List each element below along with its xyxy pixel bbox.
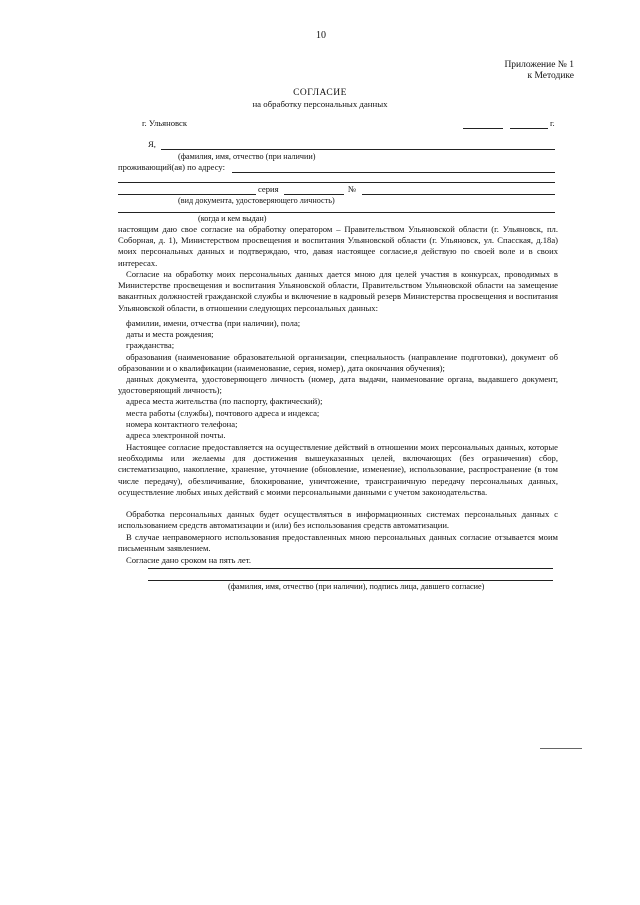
list-item: номера контактного телефона; <box>126 418 238 429</box>
list-item: данных документа, удостоверяющего личность (номер, дата выдачи, наименование органа, выдавшего документ, удостоверяющий личность); <box>118 374 558 396</box>
address-line-2 <box>118 182 555 183</box>
doc-caption: (вид документа, удостоверяющего личность) <box>178 196 335 205</box>
page-number: 10 <box>316 30 326 41</box>
appendix-line-1: Приложение № 1 <box>504 60 574 70</box>
paragraph-term: Согласие дано сроком на пять лет. <box>126 555 251 565</box>
paragraph-purpose: Согласие на обработку моих персональных данных дается мною для целей участия в конкурсах, проводимых в Министерстве просвещения и воспитания Ульяновской области, Правительством Ульяновской области на замещение вакантных должностей гражданской службы и включение в кадровый резерв Министерства просвещения и воспитания Ульяновской области, в отношении следующих персональных данных: <box>118 269 558 313</box>
paragraph-withdrawal: В случае неправомерного использования предоставленных мною персональных данных согласие отзывается моим письменным заявлением. <box>118 532 558 554</box>
list-item: адреса места жительства (по паспорту, фактический); <box>126 396 323 407</box>
number-line <box>362 194 555 195</box>
issued-line <box>118 212 555 213</box>
document-subtitle: на обработку персональных данных <box>252 99 388 109</box>
list-item: места работы (службы), почтового адреса и индекса; <box>126 407 320 418</box>
list-item: гражданства; <box>126 340 175 351</box>
city: г. Ульяновск <box>142 118 188 128</box>
number-label: № <box>348 184 357 194</box>
seria-label: серия <box>258 184 279 194</box>
address-line-1 <box>232 172 555 173</box>
signature-caption: (фамилия, имя, отчество (при наличии), подпись лица, давшего согласие) <box>228 582 485 591</box>
list-item: адреса электронной почты. <box>126 430 226 441</box>
address-label: проживающий(ая) по адресу: <box>118 162 225 172</box>
footer-dash <box>540 748 582 749</box>
paragraph-actions: Настоящее согласие предоставляется на осуществление действий в отношении моих персональных данных, которые необходимы или желаемы для достижения вышеуказанных целей, включающих (без ограничения) сбор, систематизацию, накопление, хранение, уточнение (обновление, изменение), использование, распространение (в том числе передачу), обезличивание, блокирование, уничтожение, трансграничную передачу персональных данных, осуществление любых иных действий с моими персональными данными с учетом законодательства. <box>118 442 558 497</box>
list-item: образования (наименование образовательной организации, специальность (направление подготовки), документ об образовании и о квалификации (наименование, серия, номер), дата окончания обучения); <box>118 351 558 373</box>
issued-caption: (когда и кем выдан) <box>198 214 267 223</box>
list-item: даты и места рождения; <box>126 329 214 340</box>
list-item: фамилии, имени, отчества (при наличии), пола; <box>126 318 301 328</box>
appendix-line-2: к Методике <box>527 71 574 81</box>
data-list <box>118 318 558 441</box>
date-year-suffix: г. <box>550 118 555 128</box>
paragraph-consent-operator: настоящим даю свое согласие на обработку оператором – Правительством Ульяновской области (г. Ульяновск, пл. Соборная, д. 1), Министерством просвещения и воспитания Ульяновской области (г. Ульяновск, ул. Спасская, д.18а) моих персональных данных и подтверждаю, что, давая настоящее согласие,я действую по своей воле и в своих интересах. <box>118 224 558 268</box>
date-day-line <box>463 128 503 129</box>
date-month-line <box>510 128 548 129</box>
fio-caption: (фамилия, имя, отчество (при наличии) <box>178 152 316 161</box>
document-title: СОГЛАСИЕ <box>293 88 347 98</box>
fio-line <box>161 149 555 150</box>
paragraph-processing: Обработка персональных данных будет осуществляться в информационных системах персональных данных с использованием средств автоматизации и (или) без использования средств автоматизации. <box>118 509 558 531</box>
ya-label: Я, <box>148 139 156 149</box>
signature-line-1 <box>148 568 553 569</box>
